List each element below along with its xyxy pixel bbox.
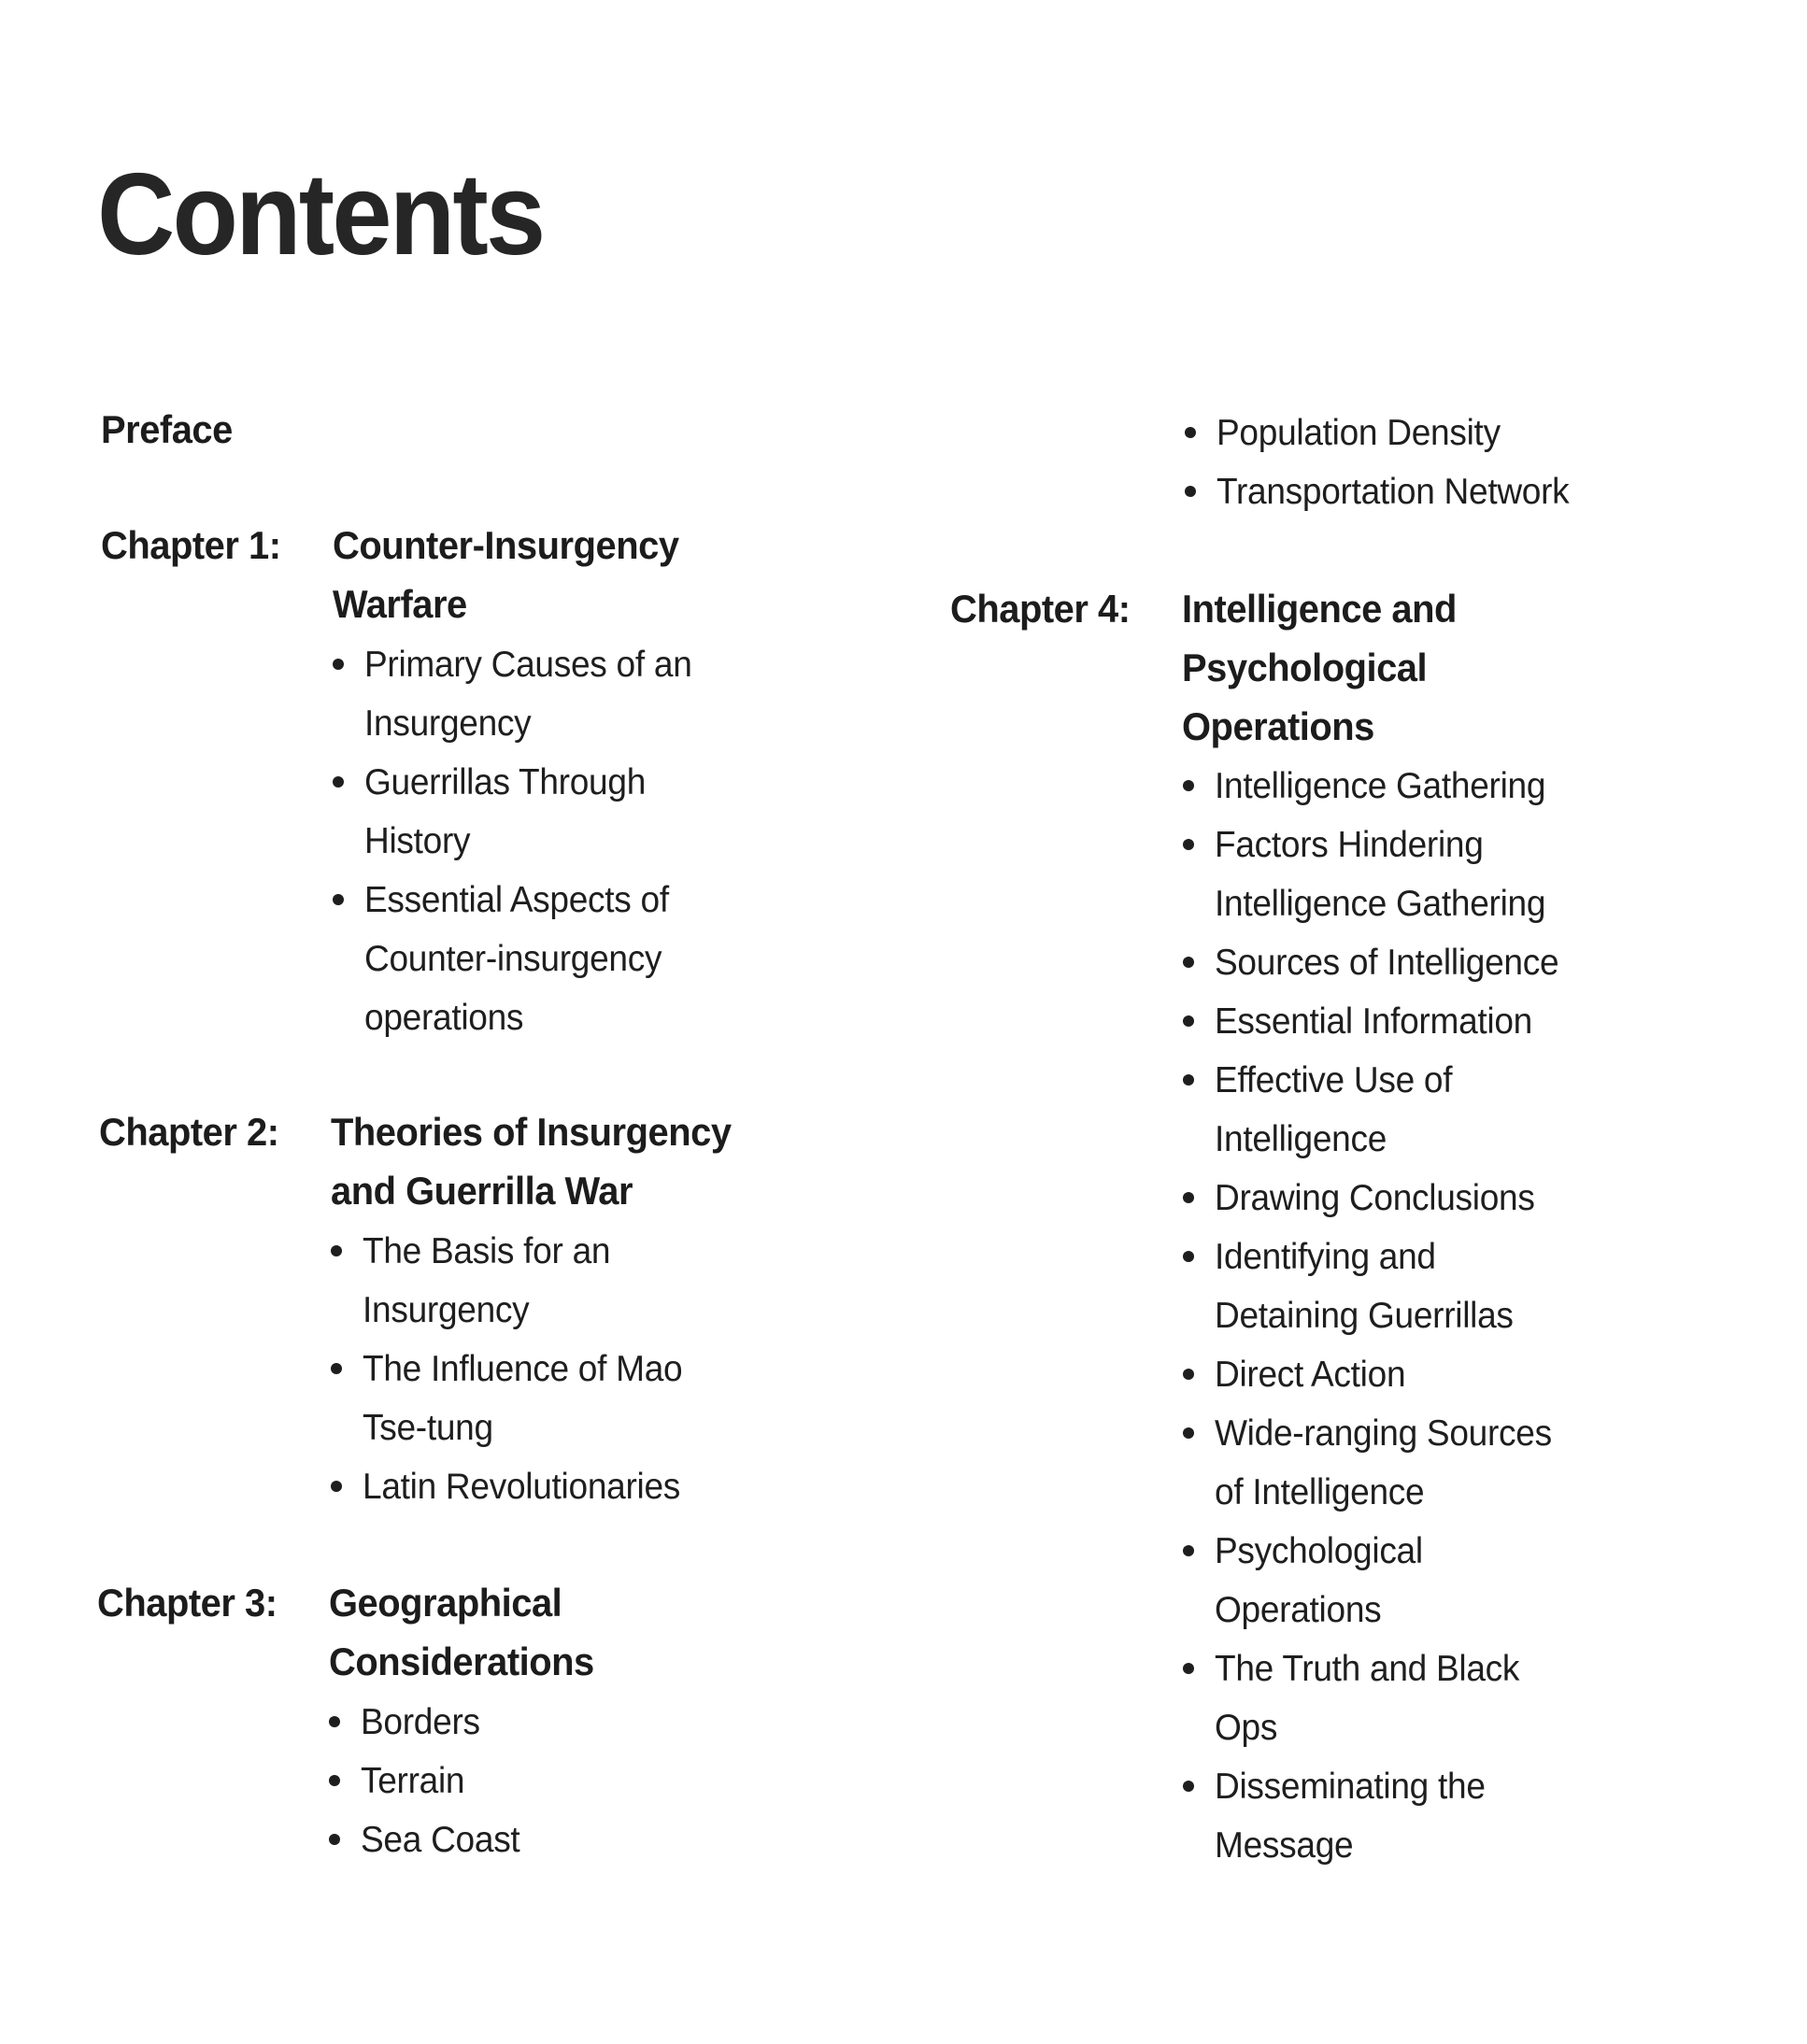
bullet-icon: [1183, 1781, 1194, 1792]
bullet-icon: [329, 1716, 340, 1727]
list-item[interactable]: Latin Revolutionaries: [363, 1457, 699, 1516]
list-item[interactable]: Essential Aspects of Counter-insurgency operations: [364, 871, 709, 1047]
bullet-icon: [1183, 1369, 1194, 1380]
list-item[interactable]: Drawing Conclusions: [1215, 1169, 1577, 1228]
list-item[interactable]: Factors Hindering Intelligence Gathering: [1215, 816, 1577, 933]
list-item[interactable]: Effective Use of Intelligence: [1215, 1051, 1577, 1169]
bullet-icon: [1185, 486, 1196, 497]
bullet-icon: [1183, 1545, 1194, 1556]
chapter-label: Chapter 4:: [950, 587, 1131, 631]
page-title: Contents: [97, 150, 544, 279]
list-item[interactable]: Intelligence Gathering: [1215, 757, 1577, 816]
list-item[interactable]: Guerrillas Through History: [364, 753, 709, 871]
list-item[interactable]: Primary Causes of an Insurgency: [364, 635, 709, 753]
list-item[interactable]: Sources of Intelligence: [1215, 933, 1577, 992]
chapter-2-topics: [363, 1222, 699, 1516]
bullet-icon: [329, 1775, 340, 1786]
preface-label: Preface: [101, 407, 233, 451]
chapter-label: Chapter 2:: [99, 1110, 279, 1154]
list-item[interactable]: Disseminating the Message: [1215, 1757, 1577, 1875]
bullet-icon: [1183, 839, 1194, 850]
chapter-title: Counter-Insurgency Warfare: [333, 523, 679, 626]
bullet-icon: [1183, 780, 1194, 791]
bullet-icon: [331, 1363, 342, 1374]
list-item[interactable]: Population Density: [1217, 404, 1587, 462]
list-item[interactable]: The Basis for an Insurgency: [363, 1222, 699, 1340]
list-item[interactable]: Wide-ranging Sources of Intelligence: [1215, 1404, 1577, 1522]
list-item[interactable]: Direct Action: [1215, 1345, 1577, 1404]
list-item[interactable]: The Influence of Mao Tse-tung: [363, 1340, 699, 1457]
bullet-icon: [1183, 957, 1194, 968]
bullet-icon: [1183, 1074, 1194, 1086]
list-item[interactable]: Transportation Network: [1217, 462, 1587, 521]
list-item[interactable]: The Truth and Black Ops: [1215, 1639, 1577, 1757]
chapter-4-topics: [1215, 757, 1577, 1875]
bullet-icon: [1183, 1427, 1194, 1439]
chapter-title: Theories of Insurgency and Guerrilla War: [331, 1110, 732, 1213]
list-item[interactable]: Psychological Operations: [1215, 1522, 1577, 1639]
list-item[interactable]: Terrain: [361, 1752, 528, 1810]
bullet-icon: [333, 659, 344, 670]
bullet-icon: [331, 1481, 342, 1492]
chapter-title: Intelligence and Psychological Operations: [1182, 587, 1457, 748]
chapter-3-topics: [361, 1693, 528, 1869]
list-item[interactable]: Borders: [361, 1693, 528, 1752]
chapter-1-topics: [364, 635, 709, 1047]
chapter-label: Chapter 1:: [101, 523, 281, 567]
bullet-icon: [1183, 1663, 1194, 1674]
bullet-icon: [1185, 427, 1196, 438]
chapter-title: Geographical Considerations: [329, 1581, 594, 1683]
bullet-icon: [1183, 1251, 1194, 1262]
list-item[interactable]: Sea Coast: [361, 1810, 528, 1869]
bullet-icon: [329, 1834, 340, 1845]
bullet-icon: [1183, 1015, 1194, 1027]
bullet-icon: [333, 776, 344, 788]
bullet-icon: [333, 894, 344, 905]
list-item[interactable]: Identifying and Detaining Guerrillas: [1215, 1228, 1577, 1345]
chapter-3-continued-topics: [1217, 404, 1587, 521]
bullet-icon: [1183, 1192, 1194, 1203]
bullet-icon: [331, 1245, 342, 1256]
chapter-label: Chapter 3:: [97, 1581, 277, 1625]
list-item[interactable]: Essential Information: [1215, 992, 1577, 1051]
